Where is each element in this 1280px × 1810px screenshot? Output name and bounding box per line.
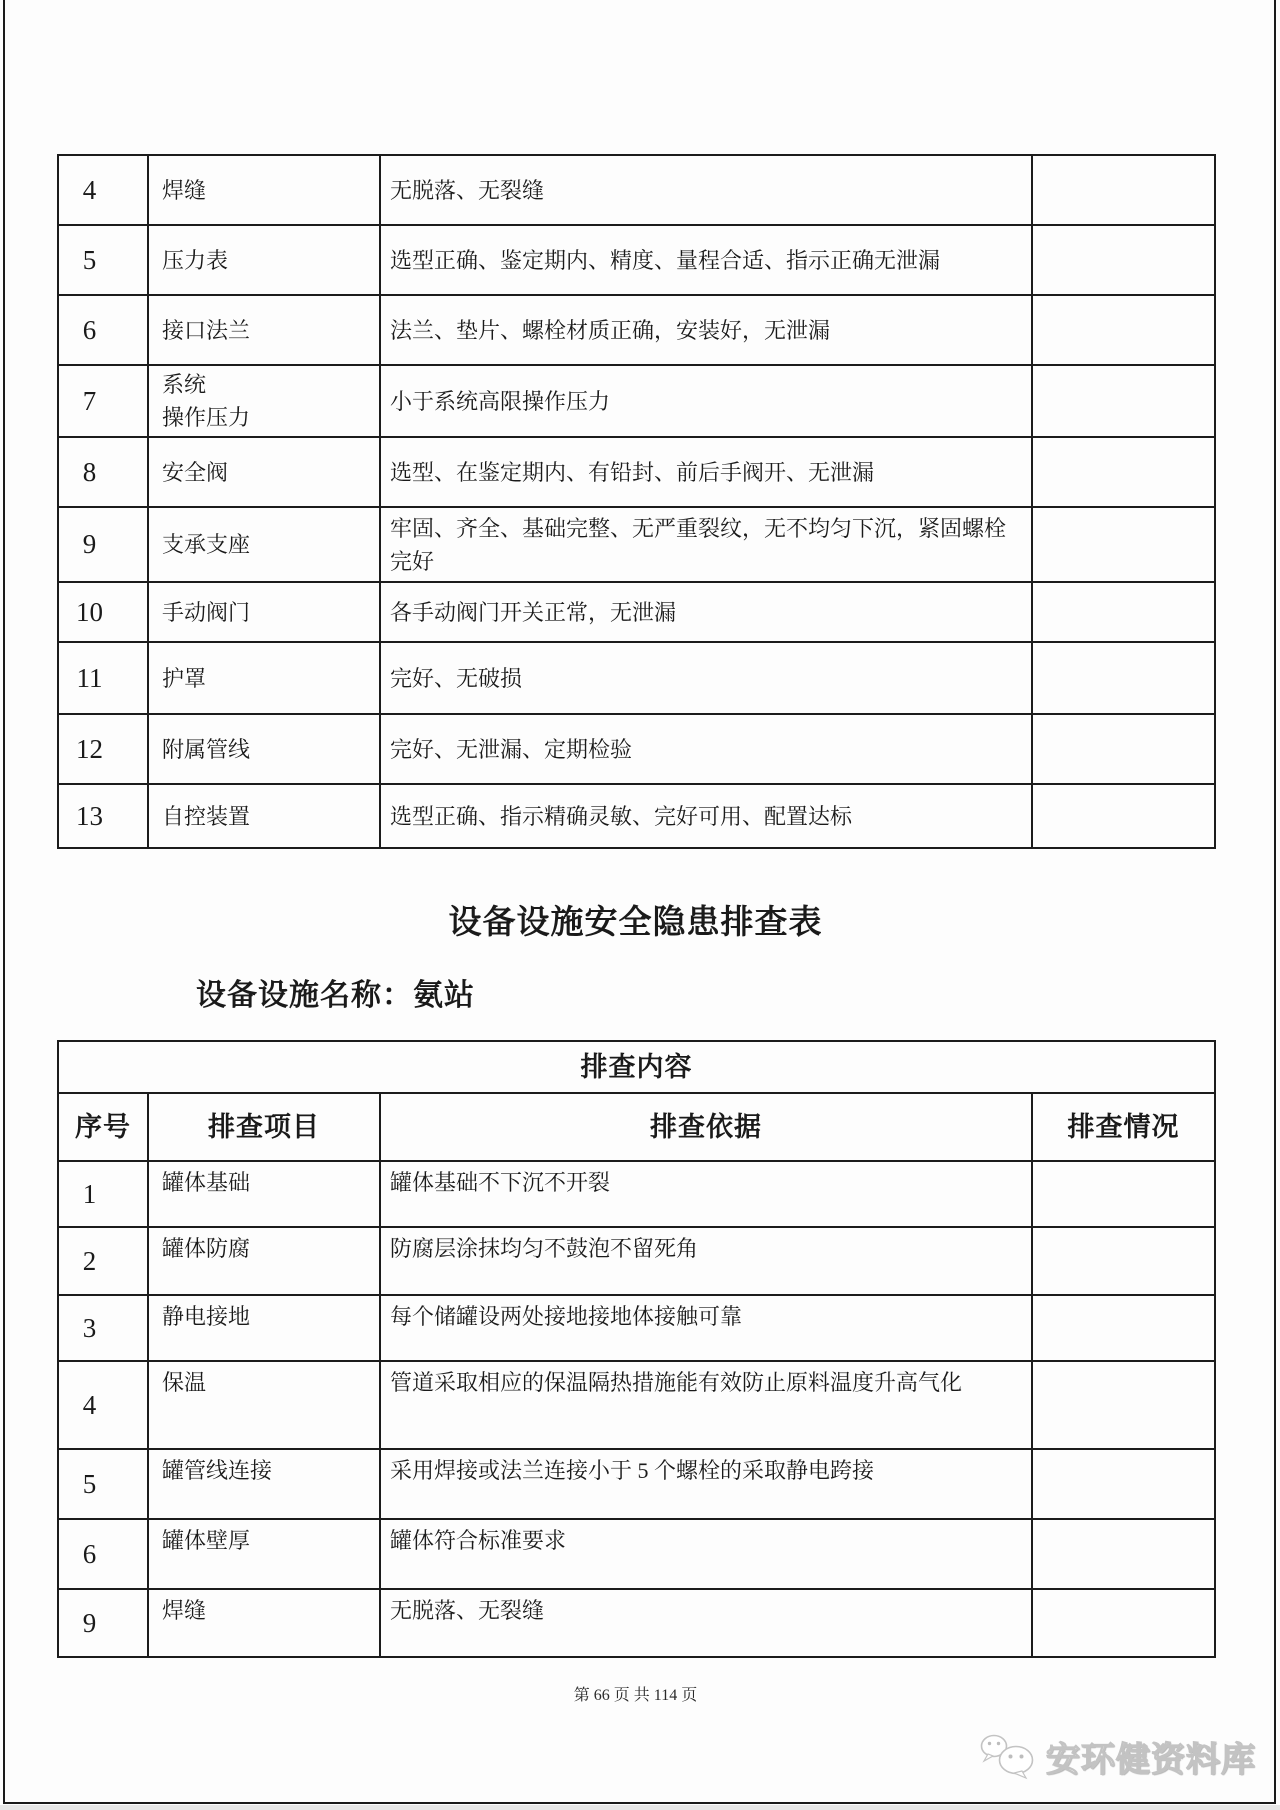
basis-cell: 完好、无破损 bbox=[380, 642, 1032, 714]
status-cell bbox=[1032, 714, 1215, 784]
table-title: 设备设施安全隐患排查表 bbox=[448, 905, 823, 941]
seq-cell: 4 bbox=[58, 155, 148, 225]
merged-header-row bbox=[58, 1041, 1215, 1093]
watermark-label: 安环健资料库 bbox=[1046, 1741, 1256, 1779]
page-bottom-strip bbox=[0, 1805, 1280, 1810]
status-cell bbox=[1032, 1295, 1215, 1361]
basis-cell: 牢固、齐全、基础完整、无严重裂纹，无不均匀下沉，紧固螺栓完好 bbox=[380, 507, 1032, 582]
basis-cell: 采用焊接或法兰连接小于 5 个螺栓的采取静电跨接 bbox=[380, 1449, 1032, 1519]
basis-cell: 选型正确、鉴定期内、精度、量程合适、指示正确无泄漏 bbox=[380, 225, 1032, 295]
basis-cell: 选型、在鉴定期内、有铅封、前后手阀开、无泄漏 bbox=[380, 437, 1032, 507]
status-cell bbox=[1032, 582, 1215, 642]
merged-header-cell: 排查内容 bbox=[58, 1041, 1215, 1093]
item-cell: 焊缝 bbox=[148, 155, 380, 225]
item-cell: 接口法兰 bbox=[148, 295, 380, 365]
basis-cell: 法兰、垫片、螺栓材质正确，安装好，无泄漏 bbox=[380, 295, 1032, 365]
table-row bbox=[58, 225, 1215, 295]
basis-cell: 无脱落、无裂缝 bbox=[380, 1589, 1032, 1657]
seq-cell: 13 bbox=[58, 784, 148, 848]
facility-name-label: 设备设施名称：氨站 bbox=[196, 979, 475, 1012]
table-row bbox=[58, 1589, 1215, 1657]
seq-cell: 7 bbox=[58, 365, 148, 437]
basis-cell: 防腐层涂抹均匀不鼓泡不留死角 bbox=[380, 1227, 1032, 1295]
item-cell: 支承支座 bbox=[148, 507, 380, 582]
item-cell: 保温 bbox=[148, 1361, 380, 1449]
seq-cell: 6 bbox=[58, 295, 148, 365]
status-cell bbox=[1032, 1449, 1215, 1519]
table-row bbox=[58, 1519, 1215, 1589]
seq-cell: 8 bbox=[58, 437, 148, 507]
inspection-table-continuation bbox=[57, 154, 1216, 849]
basis-cell: 罐体符合标准要求 bbox=[380, 1519, 1032, 1589]
status-cell bbox=[1032, 365, 1215, 437]
status-cell bbox=[1032, 507, 1215, 582]
table-row bbox=[58, 295, 1215, 365]
item-cell: 安全阀 bbox=[148, 437, 380, 507]
item-cell: 罐体壁厚 bbox=[148, 1519, 380, 1589]
status-cell bbox=[1032, 784, 1215, 848]
status-cell bbox=[1032, 225, 1215, 295]
seq-cell: 9 bbox=[58, 507, 148, 582]
column-header-basis: 排查依据 bbox=[380, 1093, 1032, 1161]
table-row bbox=[58, 784, 1215, 848]
status-cell bbox=[1032, 437, 1215, 507]
status-cell bbox=[1032, 1227, 1215, 1295]
table-row bbox=[58, 1449, 1215, 1519]
table-row bbox=[58, 582, 1215, 642]
item-cell: 静电接地 bbox=[148, 1295, 380, 1361]
basis-cell: 小于系统高限操作压力 bbox=[380, 365, 1032, 437]
basis-cell: 每个储罐设两处接地接地体接触可靠 bbox=[380, 1295, 1032, 1361]
seq-cell: 12 bbox=[58, 714, 148, 784]
item-cell: 压力表 bbox=[148, 225, 380, 295]
basis-cell: 管道采取相应的保温隔热措施能有效防止原料温度升高气化 bbox=[380, 1361, 1032, 1449]
wechat-icon bbox=[980, 1734, 1040, 1780]
item-cell: 自控装置 bbox=[148, 784, 380, 848]
seq-cell: 5 bbox=[58, 1449, 148, 1519]
status-cell bbox=[1032, 1361, 1215, 1449]
item-cell: 罐体防腐 bbox=[148, 1227, 380, 1295]
status-cell bbox=[1032, 1589, 1215, 1657]
status-cell bbox=[1032, 1161, 1215, 1227]
table-row bbox=[58, 642, 1215, 714]
item-cell: 罐管线连接 bbox=[148, 1449, 380, 1519]
inspection-table-ammonia-station bbox=[57, 1040, 1216, 1658]
status-cell bbox=[1032, 295, 1215, 365]
table-row bbox=[58, 1361, 1215, 1449]
basis-cell: 选型正确、指示精确灵敏、完好可用、配置达标 bbox=[380, 784, 1032, 848]
seq-cell: 2 bbox=[58, 1227, 148, 1295]
column-header-row bbox=[58, 1093, 1215, 1161]
table-row bbox=[58, 714, 1215, 784]
seq-cell: 10 bbox=[58, 582, 148, 642]
item-cell: 罐体基础 bbox=[148, 1161, 380, 1227]
item-cell: 手动阀门 bbox=[148, 582, 380, 642]
seq-cell: 9 bbox=[58, 1589, 148, 1657]
seq-cell: 5 bbox=[58, 225, 148, 295]
table-row bbox=[58, 1227, 1215, 1295]
basis-cell: 罐体基础不下沉不开裂 bbox=[380, 1161, 1032, 1227]
table-row bbox=[58, 437, 1215, 507]
table-row bbox=[58, 155, 1215, 225]
seq-cell: 4 bbox=[58, 1361, 148, 1449]
seq-cell: 11 bbox=[58, 642, 148, 714]
table-row bbox=[58, 365, 1215, 437]
basis-cell: 各手动阀门开关正常，无泄漏 bbox=[380, 582, 1032, 642]
page-number: 第 66 页 共 114 页 bbox=[573, 1687, 698, 1704]
basis-cell: 无脱落、无裂缝 bbox=[380, 155, 1032, 225]
item-cell: 附属管线 bbox=[148, 714, 380, 784]
seq-cell: 6 bbox=[58, 1519, 148, 1589]
column-header-status: 排查情况 bbox=[1032, 1093, 1215, 1161]
status-cell bbox=[1032, 155, 1215, 225]
table-row bbox=[58, 1295, 1215, 1361]
column-header-seq: 序号 bbox=[58, 1093, 148, 1161]
item-cell: 护罩 bbox=[148, 642, 380, 714]
column-header-item: 排查项目 bbox=[148, 1093, 380, 1161]
seq-cell: 3 bbox=[58, 1295, 148, 1361]
status-cell bbox=[1032, 642, 1215, 714]
status-cell bbox=[1032, 1519, 1215, 1589]
item-cell: 系统 操作压力 bbox=[148, 365, 380, 437]
seq-cell: 1 bbox=[58, 1161, 148, 1227]
table-row bbox=[58, 507, 1215, 582]
watermark bbox=[980, 1732, 1256, 1781]
basis-cell: 完好、无泄漏、定期检验 bbox=[380, 714, 1032, 784]
item-cell: 焊缝 bbox=[148, 1589, 380, 1657]
table-row bbox=[58, 1161, 1215, 1227]
